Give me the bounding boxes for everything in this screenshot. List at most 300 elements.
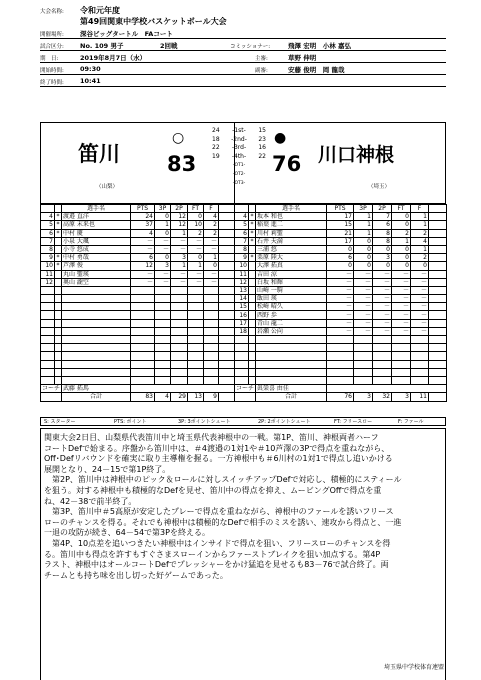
table-row [41,245,235,253]
coach-row [235,385,447,393]
stat-p2: 3 [171,254,188,262]
player-number [235,360,249,368]
period-row [212,144,266,153]
stat-ft: － [188,237,204,245]
total-row [41,393,235,401]
table-row [41,262,235,270]
stat-pts [327,360,354,368]
starter-mark [249,262,256,270]
extra-cell [219,245,235,253]
stat-pts: － [131,278,155,286]
legend-points: PTS: ポイント [114,419,147,425]
stat-pts: 37 [131,221,155,229]
starter-mark [55,278,62,286]
stat-p3: － [354,295,373,303]
stat-pts: － [327,303,354,311]
stat-pts [131,368,155,376]
stat-f: 1 [411,221,429,229]
player-name: 西野 歩 [256,311,327,319]
starter-mark [55,237,62,245]
player-number: 8 [41,245,55,253]
stat-f: － [204,237,219,245]
commissioner-label: コミッショナー: [230,44,271,50]
extra-cell [219,254,235,262]
stat-p2: 1 [171,262,188,270]
stat-ft: 0 [392,254,411,262]
stat-p3: 0 [354,245,373,253]
starter-mark: * [56,213,60,221]
period-away-score: 16 [258,144,266,151]
referee: 草野 伸明 [288,54,317,62]
table-row [235,262,447,270]
player-name: 渡邉 直洋 [62,213,131,221]
stat-p2: － [373,303,392,311]
table-row [235,278,447,286]
table-header-row [41,205,235,213]
stat-p3 [354,352,373,360]
player-number [235,344,249,352]
stat-f [204,319,219,327]
table-row [235,376,447,384]
tournament-year: 令和元年度 [80,6,120,15]
extra-cell [429,319,447,327]
starter-mark [55,245,62,253]
stat-p3 [354,360,373,368]
stat-p3: 0 [354,254,373,262]
stat-pts: 6 [131,254,155,262]
stat-p3: 1 [354,213,373,221]
extra-cell [219,213,235,221]
stat-p2 [373,352,392,360]
period-row [212,127,266,136]
extra-cell [219,262,235,270]
stat-p3 [354,336,373,344]
stat-pts: 24 [131,213,155,221]
extra-cell [219,368,235,376]
total-p3: 4 [155,393,171,401]
table-row [41,213,235,221]
stat-p2: － [373,319,392,327]
stat-pts: － [131,245,155,253]
stat-p3: － [354,303,373,311]
stat-f: － [411,295,429,303]
player-name [256,360,327,368]
stat-f [204,352,219,360]
stat-f: － [204,245,219,253]
player-number: 8 [235,245,249,253]
stat-p3: 0 [155,229,171,237]
stat-ft [392,352,411,360]
stat-ft: 0 [392,213,411,221]
player-number: 5 [41,221,55,229]
player-number [41,311,55,319]
extra-cell [219,344,235,352]
overtime-label: -OT3- [232,181,246,186]
header-extra-cell [219,205,235,213]
player-name [62,303,131,311]
stat-p2: － [373,270,392,278]
stat-p3: 0 [155,213,171,221]
start-label: 開始時間: [40,68,64,74]
commissioner: 飛澤 宏明 小林 嘉弘 [288,42,352,50]
report-line: ローのチャンスを得る。それでも神根中は積極的なDefで相手のミスを誘い、速攻から得点と、一進 [44,517,402,527]
starter-mark [55,352,62,360]
stat-pts: － [327,286,354,294]
starter-mark [55,303,62,311]
player-name [62,286,131,294]
stat-ft: － [392,278,411,286]
starter-mark: * [250,254,254,262]
stat-f [411,368,429,376]
stat-f [204,286,219,294]
starter-mark [249,311,256,319]
stat-pts: 21 [327,229,354,237]
extra-cell [219,311,235,319]
coach-label: コーチ [236,385,255,393]
report-line: コートDefで始まる。序盤から笛川中は、＃4渡邉の1対1や＃10芦澤の3Pで得点を重ねながら、 [44,443,390,453]
stat-ft [188,352,204,360]
stat-pts: 6 [327,254,354,262]
player-name: 白坂 和輝 [256,278,327,286]
stat-ft [188,303,204,311]
away-box-score [234,204,447,402]
stat-pts [131,376,155,384]
starter-mark [55,311,62,319]
report-line: る。笛川中も得点を許すもすぐさまスローインからファーストブレイクを狙い加点する。第4P [44,549,381,559]
report-line: 第3P、笛川中＃5高原が安定したプレーで得点を重ねながら、神根中のファールを誘いフリース [44,507,394,517]
away-score: 76 [272,152,302,176]
extra-cell [429,303,447,311]
starter-mark [249,327,256,335]
player-name: 青山 龍二 [256,319,327,327]
player-name: 飯田 瑛 [256,295,327,303]
period-label: -1st- [232,127,246,134]
player-number [235,376,249,384]
table-row [235,311,447,319]
total-extra [429,393,447,401]
stat-f: 4 [411,237,429,245]
stat-p3 [155,352,171,360]
stat-p2: 7 [373,213,392,221]
player-number [41,352,55,360]
player-name: 中村 勇哉 [62,254,131,262]
total-label: 合計 [62,393,131,401]
player-number: 10 [235,262,249,270]
player-name [256,336,327,344]
stat-p3: － [354,319,373,327]
player-number: 4 [235,213,249,221]
extra-cell [429,376,447,384]
away-team-name: 川口神根 [318,144,395,166]
starter-mark [55,327,62,335]
stat-p3: － [354,278,373,286]
tournament-label: 大会名称: [40,9,64,15]
table-row [235,319,447,327]
table-row [41,303,235,311]
extra-cell [429,237,447,245]
table-row [41,327,235,335]
starter-mark [249,368,256,376]
player-number: 7 [235,237,249,245]
table-row [41,229,235,237]
player-name [62,360,131,368]
stat-p2: － [171,245,188,253]
stat-p2 [171,336,188,344]
player-number: 10 [41,262,55,270]
player-number: 16 [235,311,249,319]
stat-ft [188,311,204,319]
player-number: 11 [235,270,249,278]
stat-pts [131,303,155,311]
stat-f: 2 [411,229,429,237]
extra-cell [429,270,447,278]
report-line: 展開となり、24－15で第1P終了。 [44,464,171,474]
table-row [235,327,447,335]
starter-mark: * [56,229,60,237]
player-number: 13 [235,286,249,294]
stat-pts: 4 [131,229,155,237]
table-row [41,311,235,319]
header-p2: 2P [171,205,188,213]
stat-ft: 2 [188,229,204,237]
stat-p3: 1 [354,221,373,229]
report-line: ラスト、神根中はオールコートDefでプレッシャーをかけ猛追を見せるも83－76で試合終了。両 [44,560,389,570]
start-row [40,64,446,75]
stat-f: 0 [411,262,429,270]
starter-mark [249,303,256,311]
extra-cell [429,311,447,319]
game-no-label: 試合区分: [40,44,64,50]
stat-ft [392,336,411,344]
extra-cell [429,336,447,344]
total-p2: 32 [373,393,392,401]
stat-ft [392,368,411,376]
extra-cell [219,278,235,286]
player-number [41,327,55,335]
player-number: 17 [235,319,249,327]
player-number: 6 [41,229,55,237]
stat-pts: － [327,327,354,335]
stat-p2 [373,344,392,352]
away-team-pref: （埼玉） [368,184,391,190]
stat-ft: 2 [392,229,411,237]
stat-p2 [373,376,392,384]
stat-p3 [155,295,171,303]
extra-cell [429,262,447,270]
umpire: 安藤 俊明 岡 龍哉 [288,66,345,74]
report-line: 第4P、10点差を追いつきたい神根中はインサイドで得点を狙い、フリースローのチャンスを得 [44,538,391,548]
starter-mark [249,286,256,294]
stat-p3: － [354,286,373,294]
total-f: 9 [204,393,219,401]
player-number: 7 [41,237,55,245]
stat-pts: － [327,278,354,286]
player-number: 5 [235,221,249,229]
stat-p2 [373,368,392,376]
stat-p3 [155,311,171,319]
umpire-label: 副審: [255,68,268,74]
player-name: 坂本 和也 [256,213,327,221]
player-number [41,360,55,368]
date-label: 期 日: [40,56,59,62]
table-row [235,344,447,352]
stat-f [204,368,219,376]
stat-p3: － [354,270,373,278]
header-p2: 2P [373,205,392,213]
player-name: 小泉 大颯 [62,237,131,245]
player-name [62,376,131,384]
referee-label: 主審: [255,56,268,62]
player-number: 12 [41,278,55,286]
starter-mark [249,336,256,344]
stat-pts: － [327,295,354,303]
period-row [212,153,266,162]
stat-ft [188,344,204,352]
stat-p2: 8 [373,229,392,237]
extra-cell [219,303,235,311]
stat-p2 [171,303,188,311]
stat-pts: 15 [327,221,354,229]
table-row [235,245,447,253]
player-name: 稲葉 進二 [256,221,327,229]
extra-cell [219,376,235,384]
report-line: Off･Defリバウンドを確実に取り主導権を握る。一方神根中も＃6川村の1対1で得点し追いかける [44,454,393,464]
player-number: 9 [41,254,55,262]
stat-p3 [155,303,171,311]
extra-cell [219,327,235,335]
stat-p3: 0 [354,262,373,270]
starter-mark [55,360,62,368]
stat-ft: 0 [392,262,411,270]
starter-mark [55,368,62,376]
tournament-name: 第49回関東中学校バスケットボール大会 [80,17,227,26]
start-time: 09:30 [80,65,101,73]
stat-pts: 0 [327,262,354,270]
stat-pts [131,344,155,352]
footer-organization: 埼玉県中学校体育連盟 [383,664,444,671]
player-name: 丸山 聖瑛 [62,270,131,278]
starter-mark [249,376,256,384]
player-number: 6 [235,229,249,237]
stat-pts: － [327,319,354,327]
stat-pts [131,327,155,335]
header-number-cell [235,205,249,213]
period-away-score: 23 [258,135,266,143]
player-name [256,352,327,360]
player-name [62,336,131,344]
period-label: -3rd- [231,144,247,151]
table-row [41,352,235,360]
player-number: 4 [41,213,55,221]
extra-cell [219,229,235,237]
player-number [41,368,55,376]
game-report [44,433,444,581]
table-row [235,336,447,344]
player-number: 15 [235,303,249,311]
player-name [62,327,131,335]
stat-pts: 12 [131,262,155,270]
extra-cell [429,221,447,229]
stat-p2: 0 [373,262,392,270]
stat-ft: － [392,327,411,335]
stat-pts: － [327,270,354,278]
player-name [62,311,131,319]
stat-ft: － [188,270,204,278]
starter-mark [249,270,256,278]
table-row [235,303,447,311]
total-f: 11 [411,393,429,401]
player-number: 11 [41,270,55,278]
extra-cell [429,286,447,294]
stat-pts [131,286,155,294]
stat-ft [392,376,411,384]
report-line: ね、42－38で前半終了。 [44,496,137,506]
stat-f [204,327,219,335]
player-name [62,344,131,352]
stat-ft: 0 [188,254,204,262]
stat-p2 [171,319,188,327]
stat-p3 [354,376,373,384]
player-number [41,286,55,294]
player-number: 9 [235,254,249,262]
stat-pts [131,336,155,344]
header-p3: 3P [155,205,171,213]
table-row [235,368,447,376]
game-no: No. 109 男子 [80,42,124,50]
table-row [41,270,235,278]
stat-ft [188,368,204,376]
stat-p3: － [155,278,171,286]
stat-f: 0 [204,262,219,270]
stat-f [411,360,429,368]
period-row [212,136,266,145]
table-row [235,295,447,303]
starter-mark [249,278,256,286]
stat-ft [188,376,204,384]
stat-ft [188,360,204,368]
table-row [41,368,235,376]
stat-p2: 6 [373,221,392,229]
total-filler [235,393,256,401]
home-team-name: 笛川 [78,142,120,166]
period-label: -2nd- [231,135,247,143]
stat-p3: 1 [354,229,373,237]
stat-f: － [411,286,429,294]
stat-f [204,376,219,384]
stat-f: － [411,327,429,335]
period-home-score: 24 [212,127,220,134]
stat-f [204,311,219,319]
extra-cell [219,286,235,294]
player-name [62,295,131,303]
stat-p2: － [373,286,392,294]
overtime-label: -OT2- [232,172,246,177]
round: 2回戦 [160,42,178,50]
stat-f [411,336,429,344]
player-number [41,295,55,303]
extra-cell [219,352,235,360]
starter-mark [55,344,62,352]
player-name: 小寺 悠成 [62,245,131,253]
stat-ft: 0 [392,245,411,253]
stat-p3: 0 [155,254,171,262]
extra-cell [429,295,447,303]
end-time: 10:41 [80,77,101,85]
stat-pts [327,336,354,344]
stat-p2: － [171,270,188,278]
player-name [256,368,327,376]
stat-pts [131,352,155,360]
